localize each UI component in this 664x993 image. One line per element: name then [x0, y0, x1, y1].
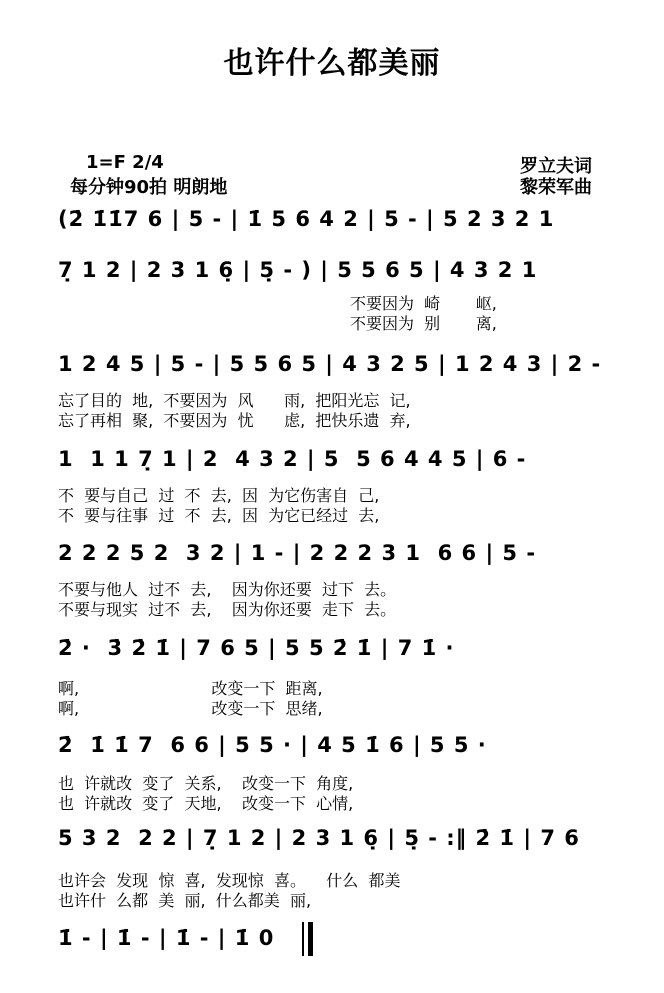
lyric-verse-2: 忘了再相 聚, 不要因为 忧 虑, 把快乐遗 弃, — [58, 411, 411, 430]
lyric-verse-1: 也 许就改 变了 关系, 改变一下 角度, — [58, 774, 354, 793]
notation-line: 1 1 1 7̣ 1 | 2 4 3 2 | 5 5 6 4 4 5 | 6 - — [58, 447, 527, 471]
tempo-marking: 每分钟90拍 明朗地 — [70, 177, 228, 198]
song-title: 也许什么都美丽 — [223, 46, 441, 81]
final-barline-thin — [302, 922, 304, 956]
lyric-verse-1: 忘了目的 地, 不要因为 风 雨, 把阳光忘 记, — [58, 391, 411, 410]
lyric-verse-2: 也 许就改 变了 天地, 改变一下 心情, — [58, 794, 354, 813]
lyric-verse-2: 不要与现实 过不 去, 因为你还要 走下 去。 — [58, 600, 397, 619]
notation-line: 2 2 2 5 2 3 2 | 1 - | 2 2 2 3 1 6 6 | 5 - — [58, 541, 537, 565]
lyric-verse-1: 不要因为 崎 岖, — [350, 294, 497, 313]
notation-line: 1 2 4 5 | 5 - | 5 5 6 5 | 4 3 2 5 | 1 2 4 3 | 2 - — [58, 352, 602, 376]
notation-line: (2̇ 1̇1̇7 6 | 5 - | 1̇ 5 6 4 2 | 5 - | 5 2 3 2 1 — [58, 207, 555, 231]
lyric-verse-1: 不要与他人 过不 去, 因为你还要 过下 去。 — [58, 580, 397, 599]
key-signature: 1=F 2/4 — [86, 152, 164, 173]
composer-credit: 黎荣军曲 — [520, 177, 592, 198]
notation-line: 1̇ - | 1̇ - | 1̇ - | 1̇ 0 — [58, 926, 275, 950]
notation-line: 7̣ 1 2 | 2 3 1 6̣ | 5̣ - ) | 5 5 6 5 | 4 3 2 1 — [58, 258, 538, 282]
lyric-verse-2: 啊, 改变一下 思绪, — [58, 699, 323, 718]
lyric-verse-1: 也许会 发现 惊 喜, 发现惊 喜。 什么 都美 — [58, 871, 401, 890]
lyric-verse-2: 不要因为 别 离, — [350, 314, 497, 333]
notation-line: 2̇ 1̇ 1̇ 7 6 6 | 5 5 · | 4 5 1̇ 6 | 5 5 · — [58, 733, 487, 757]
final-barline-thick — [308, 922, 313, 956]
lyric-verse-1: 啊, 改变一下 距离, — [58, 679, 323, 698]
lyric-verse-2: 也许什 么都 美 丽, 什么都美 丽, — [58, 891, 312, 910]
lyric-verse-2: 不 要与往事 过 不 去, 因 为它已经过 去, — [58, 506, 380, 525]
lyricist-credit: 罗立夫词 — [520, 156, 592, 177]
notation-line: 2̇ · 3̇ 2̇ 1̇ | 7 6 5 | 5 5 2̇ 1̇ | 7 1̇ · — [58, 636, 455, 660]
lyric-verse-1: 不 要与自己 过 不 去, 因 为它伤害自 己, — [58, 486, 380, 505]
notation-line: 5 3 2 2 2 | 7̣ 1 2 | 2 3 1 6̣ | 5̣ - :‖ 2̇ 1̇ | 7 6 — [58, 826, 580, 850]
